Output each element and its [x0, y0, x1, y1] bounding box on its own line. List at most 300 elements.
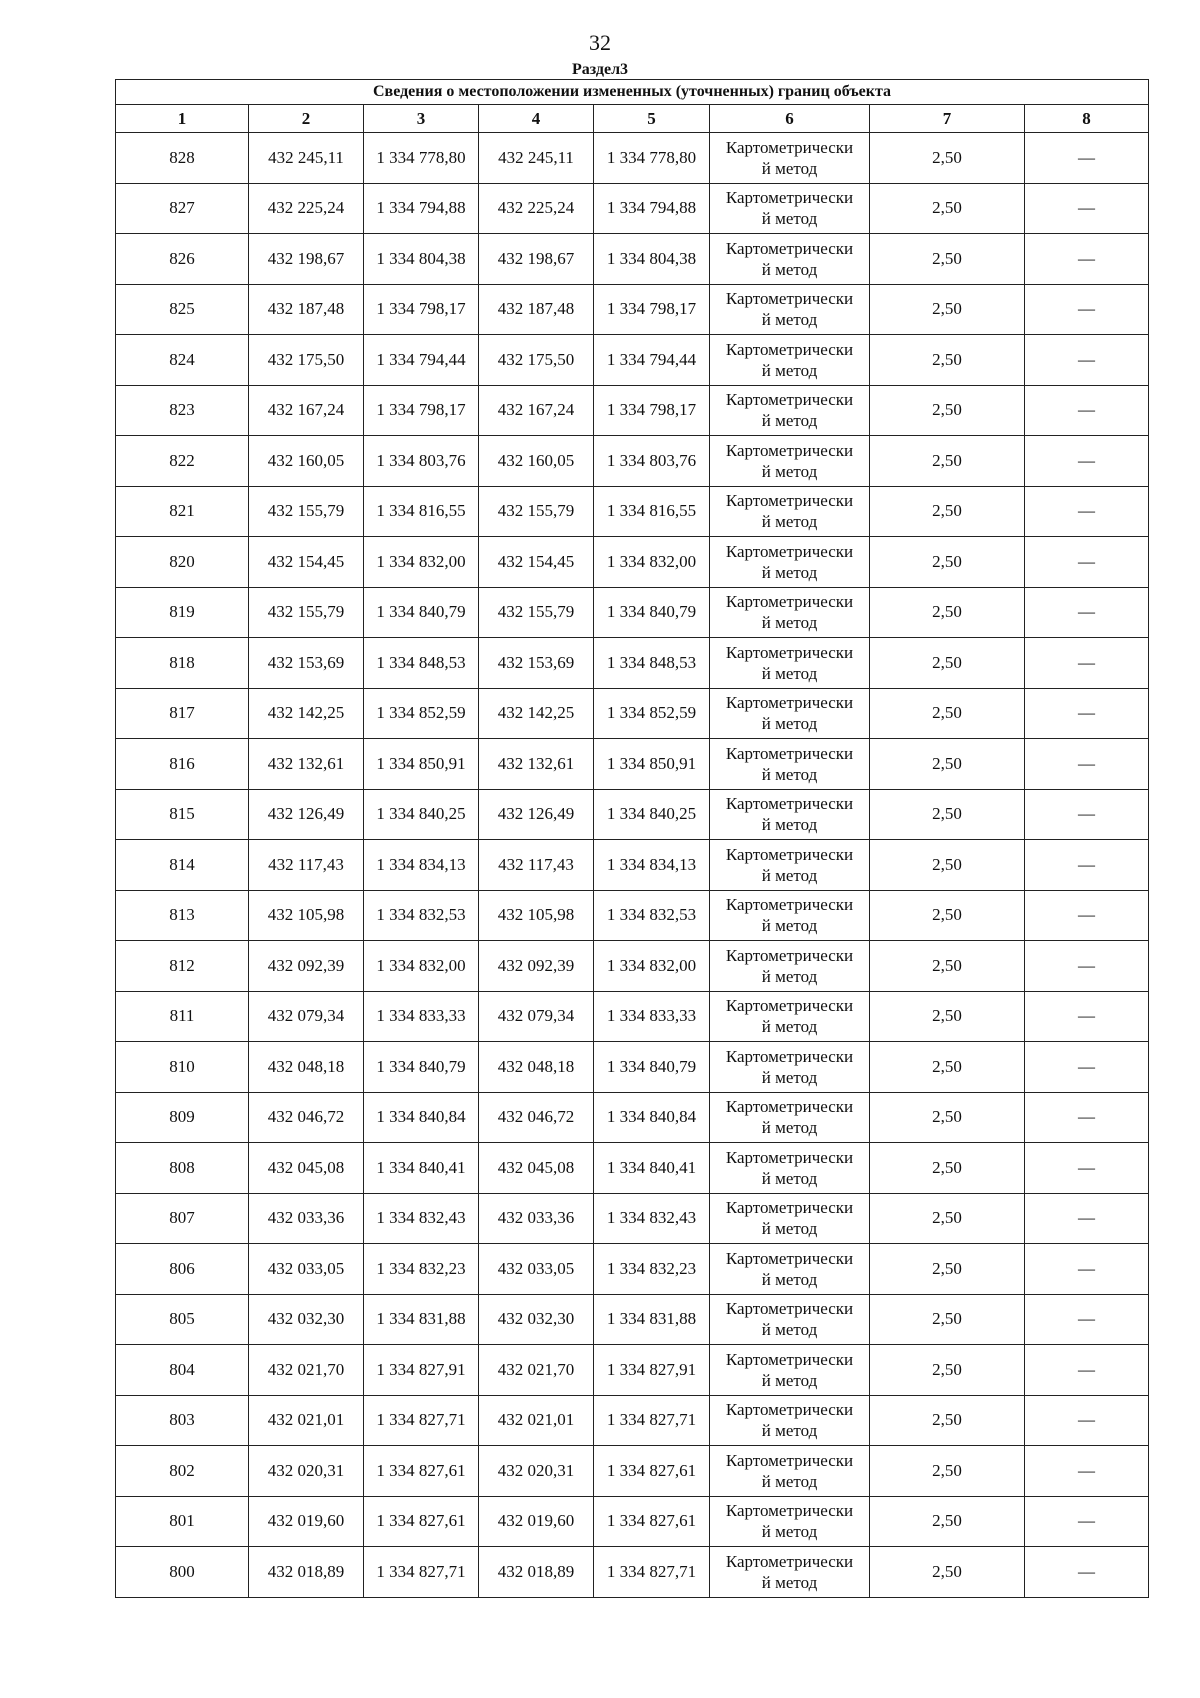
note-cell: — [1025, 1446, 1149, 1497]
method-text-line1: Картометрически [725, 390, 854, 410]
x-old-cell: 432 167,24 [249, 385, 364, 436]
note-cell: — [1025, 991, 1149, 1042]
method-text-line2: й метод [761, 764, 818, 784]
method-text-line2: й метод [761, 1572, 818, 1592]
y-new-cell: 1 334 832,23 [594, 1244, 710, 1295]
method-text-line2: й метод [761, 158, 818, 178]
x-old-cell: 432 132,61 [249, 739, 364, 790]
method-cell [710, 234, 870, 285]
method-cell [710, 1294, 870, 1345]
y-old-cell: 1 334 827,91 [364, 1345, 479, 1396]
method-cell [710, 739, 870, 790]
method-text-line2: й метод [761, 259, 818, 279]
method-text-line2: й метод [761, 1320, 818, 1340]
y-new-cell: 1 334 840,79 [594, 587, 710, 638]
note-cell: — [1025, 587, 1149, 638]
y-new-cell: 1 334 827,61 [594, 1496, 710, 1547]
x-new-cell: 432 033,36 [479, 1193, 594, 1244]
method-text-line2: й метод [761, 613, 818, 633]
y-old-cell: 1 334 804,38 [364, 234, 479, 285]
y-old-cell: 1 334 803,76 [364, 436, 479, 487]
y-old-cell: 1 334 834,13 [364, 840, 479, 891]
note-cell: — [1025, 335, 1149, 386]
accuracy-cell: 2,50 [870, 1446, 1025, 1497]
x-new-cell: 432 032,30 [479, 1294, 594, 1345]
y-new-cell: 1 334 794,88 [594, 183, 710, 234]
table-row [116, 1547, 1149, 1598]
y-old-cell: 1 334 827,71 [364, 1395, 479, 1446]
method-cell [710, 1244, 870, 1295]
point-number-cell: 823 [116, 385, 249, 436]
method-text-line2: й метод [761, 916, 818, 936]
note-cell: — [1025, 1496, 1149, 1547]
method-text-line2: й метод [761, 1269, 818, 1289]
method-text-line2: й метод [761, 1370, 818, 1390]
y-old-cell: 1 334 794,88 [364, 183, 479, 234]
table-header-row [116, 105, 1149, 133]
method-text-line2: й метод [761, 815, 818, 835]
x-old-cell: 432 020,31 [249, 1446, 364, 1497]
note-cell: — [1025, 1294, 1149, 1345]
accuracy-cell: 2,50 [870, 234, 1025, 285]
y-old-cell: 1 334 840,41 [364, 1143, 479, 1194]
x-new-cell: 432 048,18 [479, 1042, 594, 1093]
method-cell [710, 486, 870, 537]
x-old-cell: 432 033,36 [249, 1193, 364, 1244]
method-text-line1: Картометрически [725, 743, 854, 763]
note-cell: — [1025, 486, 1149, 537]
x-old-cell: 432 126,49 [249, 789, 364, 840]
x-old-cell: 432 018,89 [249, 1547, 364, 1598]
method-text-line1: Картометрически [725, 794, 854, 814]
y-old-cell: 1 334 798,17 [364, 385, 479, 436]
method-cell [710, 941, 870, 992]
x-new-cell: 432 187,48 [479, 284, 594, 335]
y-old-cell: 1 334 832,00 [364, 941, 479, 992]
y-new-cell: 1 334 840,84 [594, 1092, 710, 1143]
table-row [116, 1193, 1149, 1244]
x-old-cell: 432 187,48 [249, 284, 364, 335]
method-text-line2: й метод [761, 411, 818, 431]
point-number-cell: 807 [116, 1193, 249, 1244]
y-new-cell: 1 334 778,80 [594, 133, 710, 184]
method-cell [710, 1042, 870, 1093]
point-number-cell: 816 [116, 739, 249, 790]
method-cell [710, 1547, 870, 1598]
y-old-cell: 1 334 833,33 [364, 991, 479, 1042]
y-old-cell: 1 334 832,00 [364, 537, 479, 588]
method-text-line2: й метод [761, 1067, 818, 1087]
column-header: 1 [116, 105, 249, 133]
y-old-cell: 1 334 798,17 [364, 284, 479, 335]
method-text-line1: Картометрически [725, 238, 854, 258]
y-new-cell: 1 334 848,53 [594, 638, 710, 689]
accuracy-cell: 2,50 [870, 1244, 1025, 1295]
accuracy-cell: 2,50 [870, 739, 1025, 790]
y-old-cell: 1 334 827,61 [364, 1496, 479, 1547]
point-number-cell: 808 [116, 1143, 249, 1194]
x-old-cell: 432 160,05 [249, 436, 364, 487]
y-new-cell: 1 334 816,55 [594, 486, 710, 537]
accuracy-cell: 2,50 [870, 133, 1025, 184]
table-row [116, 1395, 1149, 1446]
accuracy-cell: 2,50 [870, 587, 1025, 638]
accuracy-cell: 2,50 [870, 688, 1025, 739]
x-new-cell: 432 021,70 [479, 1345, 594, 1396]
y-old-cell: 1 334 832,53 [364, 890, 479, 941]
note-cell: — [1025, 1143, 1149, 1194]
point-number-cell: 815 [116, 789, 249, 840]
y-old-cell: 1 334 831,88 [364, 1294, 479, 1345]
method-cell [710, 1446, 870, 1497]
x-new-cell: 432 142,25 [479, 688, 594, 739]
point-number-cell: 826 [116, 234, 249, 285]
y-new-cell: 1 334 832,00 [594, 941, 710, 992]
x-new-cell: 432 092,39 [479, 941, 594, 992]
note-cell: — [1025, 1042, 1149, 1093]
y-old-cell: 1 334 840,79 [364, 587, 479, 638]
x-old-cell: 432 155,79 [249, 486, 364, 537]
x-new-cell: 432 154,45 [479, 537, 594, 588]
x-old-cell: 432 225,24 [249, 183, 364, 234]
y-new-cell: 1 334 803,76 [594, 436, 710, 487]
accuracy-cell: 2,50 [870, 284, 1025, 335]
y-old-cell: 1 334 850,91 [364, 739, 479, 790]
x-new-cell: 432 153,69 [479, 638, 594, 689]
y-old-cell: 1 334 816,55 [364, 486, 479, 537]
method-text-line2: й метод [761, 461, 818, 481]
method-text-line1: Картометрически [725, 289, 854, 309]
table-row [116, 486, 1149, 537]
method-text-line1: Картометрически [725, 1046, 854, 1066]
point-number-cell: 810 [116, 1042, 249, 1093]
point-number-cell: 811 [116, 991, 249, 1042]
accuracy-cell: 2,50 [870, 1042, 1025, 1093]
point-number-cell: 805 [116, 1294, 249, 1345]
y-old-cell: 1 334 832,43 [364, 1193, 479, 1244]
point-number-cell: 825 [116, 284, 249, 335]
method-text-line1: Картометрически [725, 1147, 854, 1167]
table-row [116, 537, 1149, 588]
note-cell: — [1025, 537, 1149, 588]
note-cell: — [1025, 385, 1149, 436]
x-old-cell: 432 048,18 [249, 1042, 364, 1093]
note-cell: — [1025, 890, 1149, 941]
note-cell: — [1025, 1395, 1149, 1446]
method-text-line1: Картометрически [725, 1198, 854, 1218]
x-new-cell: 432 046,72 [479, 1092, 594, 1143]
x-new-cell: 432 198,67 [479, 234, 594, 285]
x-new-cell: 432 045,08 [479, 1143, 594, 1194]
y-old-cell: 1 334 840,25 [364, 789, 479, 840]
x-old-cell: 432 155,79 [249, 587, 364, 638]
table-title: Сведения о местоположении измененных (уточненных) границ объекта [116, 80, 1149, 105]
note-cell: — [1025, 1244, 1149, 1295]
table-row [116, 739, 1149, 790]
point-number-cell: 802 [116, 1446, 249, 1497]
table-row [116, 991, 1149, 1042]
method-cell [710, 890, 870, 941]
x-new-cell: 432 021,01 [479, 1395, 594, 1446]
x-old-cell: 432 175,50 [249, 335, 364, 386]
table-row [116, 1496, 1149, 1547]
x-new-cell: 432 020,31 [479, 1446, 594, 1497]
accuracy-cell: 2,50 [870, 385, 1025, 436]
method-text-line1: Картометрически [725, 895, 854, 915]
y-old-cell: 1 334 840,84 [364, 1092, 479, 1143]
method-text-line2: й метод [761, 1219, 818, 1239]
y-new-cell: 1 334 827,71 [594, 1547, 710, 1598]
method-text-line2: й метод [761, 1421, 818, 1441]
x-old-cell: 432 142,25 [249, 688, 364, 739]
y-new-cell: 1 334 832,43 [594, 1193, 710, 1244]
method-cell [710, 537, 870, 588]
accuracy-cell: 2,50 [870, 1092, 1025, 1143]
table-row [116, 688, 1149, 739]
method-text-line2: й метод [761, 714, 818, 734]
x-new-cell: 432 019,60 [479, 1496, 594, 1547]
y-new-cell: 1 334 840,25 [594, 789, 710, 840]
method-cell [710, 1143, 870, 1194]
table-row [116, 1345, 1149, 1396]
method-text-line1: Картометрически [725, 440, 854, 460]
y-new-cell: 1 334 832,53 [594, 890, 710, 941]
note-cell: — [1025, 941, 1149, 992]
note-cell: — [1025, 739, 1149, 790]
table-row [116, 1446, 1149, 1497]
point-number-cell: 817 [116, 688, 249, 739]
accuracy-cell: 2,50 [870, 789, 1025, 840]
y-new-cell: 1 334 840,79 [594, 1042, 710, 1093]
y-old-cell: 1 334 832,23 [364, 1244, 479, 1295]
point-number-cell: 813 [116, 890, 249, 941]
note-cell: — [1025, 638, 1149, 689]
y-new-cell: 1 334 833,33 [594, 991, 710, 1042]
method-text-line1: Картометрически [725, 1299, 854, 1319]
y-new-cell: 1 334 840,41 [594, 1143, 710, 1194]
method-text-line1: Картометрически [725, 996, 854, 1016]
accuracy-cell: 2,50 [870, 1496, 1025, 1547]
x-new-cell: 432 160,05 [479, 436, 594, 487]
section-title: Раздел3 [571, 61, 629, 78]
point-number-cell: 818 [116, 638, 249, 689]
note-cell: — [1025, 284, 1149, 335]
column-header: 3 [364, 105, 479, 133]
column-header: 2 [249, 105, 364, 133]
table-row [116, 183, 1149, 234]
y-new-cell: 1 334 827,91 [594, 1345, 710, 1396]
coordinates-table [115, 79, 1149, 1598]
x-old-cell: 432 079,34 [249, 991, 364, 1042]
accuracy-cell: 2,50 [870, 335, 1025, 386]
table-row [116, 789, 1149, 840]
table-row [116, 1244, 1149, 1295]
x-new-cell: 432 132,61 [479, 739, 594, 790]
method-text-line1: Картометрически [725, 945, 854, 965]
table-row [116, 284, 1149, 335]
method-text-line2: й метод [761, 310, 818, 330]
method-cell [710, 1345, 870, 1396]
point-number-cell: 803 [116, 1395, 249, 1446]
note-cell: — [1025, 183, 1149, 234]
method-text-line2: й метод [761, 966, 818, 986]
point-number-cell: 812 [116, 941, 249, 992]
y-old-cell: 1 334 848,53 [364, 638, 479, 689]
method-text-line2: й метод [761, 1118, 818, 1138]
note-cell: — [1025, 234, 1149, 285]
x-new-cell: 432 155,79 [479, 486, 594, 537]
method-text-line2: й метод [761, 209, 818, 229]
y-new-cell: 1 334 798,17 [594, 385, 710, 436]
method-text-line2: й метод [761, 1471, 818, 1491]
table-row [116, 234, 1149, 285]
table-row [116, 1143, 1149, 1194]
point-number-cell: 806 [116, 1244, 249, 1295]
point-number-cell: 800 [116, 1547, 249, 1598]
x-new-cell: 432 126,49 [479, 789, 594, 840]
x-old-cell: 432 105,98 [249, 890, 364, 941]
x-old-cell: 432 033,05 [249, 1244, 364, 1295]
page-number: 32 [589, 30, 611, 55]
x-old-cell: 432 154,45 [249, 537, 364, 588]
method-cell [710, 1193, 870, 1244]
x-old-cell: 432 021,01 [249, 1395, 364, 1446]
method-cell [710, 1395, 870, 1446]
table-row [116, 1092, 1149, 1143]
method-cell [710, 1496, 870, 1547]
x-new-cell: 432 245,11 [479, 133, 594, 184]
accuracy-cell: 2,50 [870, 1193, 1025, 1244]
y-old-cell: 1 334 827,71 [364, 1547, 479, 1598]
table-row [116, 133, 1149, 184]
note-cell: — [1025, 1345, 1149, 1396]
method-text-line1: Картометрически [725, 1400, 854, 1420]
accuracy-cell: 2,50 [870, 1143, 1025, 1194]
y-old-cell: 1 334 794,44 [364, 335, 479, 386]
x-new-cell: 432 018,89 [479, 1547, 594, 1598]
note-cell: — [1025, 1547, 1149, 1598]
accuracy-cell: 2,50 [870, 486, 1025, 537]
accuracy-cell: 2,50 [870, 638, 1025, 689]
column-header: 8 [1025, 105, 1149, 133]
point-number-cell: 819 [116, 587, 249, 638]
table-row [116, 385, 1149, 436]
column-header: 6 [710, 105, 870, 133]
column-header: 5 [594, 105, 710, 133]
accuracy-cell: 2,50 [870, 183, 1025, 234]
method-cell [710, 1092, 870, 1143]
y-new-cell: 1 334 852,59 [594, 688, 710, 739]
x-new-cell: 432 033,05 [479, 1244, 594, 1295]
table-row [116, 587, 1149, 638]
method-text-line2: й метод [761, 512, 818, 532]
method-text-line1: Картометрически [725, 137, 854, 157]
method-cell [710, 284, 870, 335]
x-new-cell: 432 155,79 [479, 587, 594, 638]
method-cell [710, 638, 870, 689]
x-old-cell: 432 032,30 [249, 1294, 364, 1345]
method-cell [710, 587, 870, 638]
table-row [116, 638, 1149, 689]
column-header: 7 [870, 105, 1025, 133]
method-text-line2: й метод [761, 1168, 818, 1188]
table-row [116, 890, 1149, 941]
point-number-cell: 827 [116, 183, 249, 234]
point-number-cell: 804 [116, 1345, 249, 1396]
method-text-line1: Картометрически [725, 642, 854, 662]
y-new-cell: 1 334 794,44 [594, 335, 710, 386]
method-cell [710, 133, 870, 184]
x-old-cell: 432 117,43 [249, 840, 364, 891]
table-row [116, 1042, 1149, 1093]
table-row [116, 840, 1149, 891]
x-old-cell: 432 245,11 [249, 133, 364, 184]
point-number-cell: 824 [116, 335, 249, 386]
point-number-cell: 814 [116, 840, 249, 891]
y-old-cell: 1 334 778,80 [364, 133, 479, 184]
method-text-line1: Картометрически [725, 1248, 854, 1268]
method-text-line2: й метод [761, 360, 818, 380]
point-number-cell: 801 [116, 1496, 249, 1547]
note-cell: — [1025, 1193, 1149, 1244]
table-row [116, 1294, 1149, 1345]
note-cell: — [1025, 840, 1149, 891]
y-new-cell: 1 334 850,91 [594, 739, 710, 790]
method-cell [710, 789, 870, 840]
x-old-cell: 432 021,70 [249, 1345, 364, 1396]
method-cell [710, 840, 870, 891]
y-new-cell: 1 334 832,00 [594, 537, 710, 588]
x-old-cell: 432 045,08 [249, 1143, 364, 1194]
note-cell: — [1025, 436, 1149, 487]
method-text-line2: й метод [761, 1522, 818, 1542]
y-old-cell: 1 334 827,61 [364, 1446, 479, 1497]
table-title-row [116, 80, 1149, 105]
method-text-line1: Картометрически [725, 693, 854, 713]
method-text-line1: Картометрически [725, 491, 854, 511]
point-number-cell: 820 [116, 537, 249, 588]
table-row [116, 941, 1149, 992]
accuracy-cell: 2,50 [870, 1395, 1025, 1446]
method-text-line1: Картометрически [725, 1551, 854, 1571]
point-number-cell: 809 [116, 1092, 249, 1143]
method-text-line1: Картометрически [725, 1450, 854, 1470]
y-new-cell: 1 334 831,88 [594, 1294, 710, 1345]
method-text-line2: й метод [761, 1017, 818, 1037]
method-text-line2: й метод [761, 663, 818, 683]
method-text-line1: Картометрически [725, 1501, 854, 1521]
note-cell: — [1025, 1092, 1149, 1143]
y-new-cell: 1 334 827,61 [594, 1446, 710, 1497]
y-new-cell: 1 334 798,17 [594, 284, 710, 335]
method-text-line1: Картометрически [725, 844, 854, 864]
method-text-line1: Картометрически [725, 339, 854, 359]
accuracy-cell: 2,50 [870, 890, 1025, 941]
y-old-cell: 1 334 840,79 [364, 1042, 479, 1093]
table-row [116, 436, 1149, 487]
y-old-cell: 1 334 852,59 [364, 688, 479, 739]
x-old-cell: 432 019,60 [249, 1496, 364, 1547]
method-cell [710, 991, 870, 1042]
x-old-cell: 432 198,67 [249, 234, 364, 285]
table-body [116, 133, 1149, 1598]
y-new-cell: 1 334 804,38 [594, 234, 710, 285]
method-cell [710, 183, 870, 234]
accuracy-cell: 2,50 [870, 1547, 1025, 1598]
accuracy-cell: 2,50 [870, 537, 1025, 588]
x-old-cell: 432 092,39 [249, 941, 364, 992]
note-cell: — [1025, 789, 1149, 840]
